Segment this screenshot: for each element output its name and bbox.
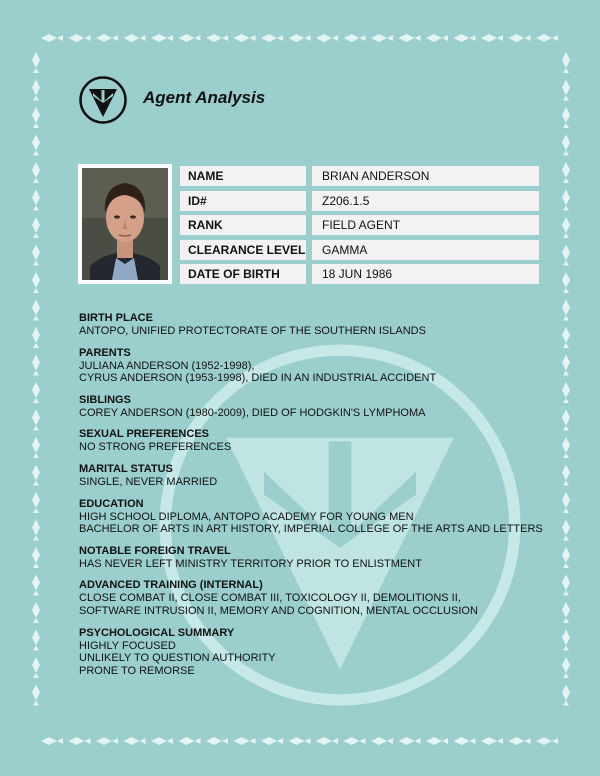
section-line: JULIANA ANDERSON (1952-1998), bbox=[79, 359, 255, 372]
section-heading: ADVANCED TRAINING (INTERNAL) bbox=[79, 579, 263, 592]
field-label: NAME bbox=[180, 166, 306, 186]
field-value: GAMMA bbox=[312, 240, 539, 260]
dossier-section bbox=[79, 463, 559, 489]
agent-photo bbox=[78, 164, 172, 284]
section-heading: PARENTS bbox=[79, 346, 131, 359]
agent-portrait bbox=[82, 168, 168, 280]
field-value: 18 JUN 1986 bbox=[312, 264, 539, 284]
section-line: CLOSE COMBAT II, CLOSE COMBAT III, TOXICOLOGY II, DEMOLITIONS II, bbox=[79, 592, 461, 605]
section-line: CYRUS ANDERSON (1953-1998), DIED IN AN INDUSTRIAL ACCIDENT bbox=[79, 372, 437, 385]
dossier-section bbox=[79, 347, 559, 385]
dossier-section bbox=[79, 394, 559, 420]
section-heading: MARITAL STATUS bbox=[79, 462, 173, 475]
section-heading: PSYCHOLOGICAL SUMMARY bbox=[79, 626, 235, 639]
section-line: SINGLE, NEVER MARRIED bbox=[79, 475, 218, 488]
dossier-section bbox=[79, 627, 559, 678]
section-line: HAS NEVER LEFT MINISTRY TERRITORY PRIOR TO ENLISTMENT bbox=[79, 557, 422, 570]
field-label: DATE OF BIRTH bbox=[180, 264, 306, 284]
section-line: COREY ANDERSON (1980-2009), DIED OF HODGKIN'S LYMPHOMA bbox=[79, 406, 426, 419]
section-line: ANTOPO, UNIFIED PROTECTORATE OF THE SOUTHERN ISLANDS bbox=[79, 325, 426, 337]
field-value: Z206.1.5 bbox=[312, 191, 539, 211]
dossier-section bbox=[79, 545, 559, 571]
section-heading: EDUCATION bbox=[79, 497, 144, 510]
dossier-section bbox=[79, 498, 559, 536]
section-line: SOFTWARE INTRUSION II, MEMORY AND COGNITION, MENTAL OCCLUSION bbox=[79, 604, 478, 617]
section-line: BACHELOR OF ARTS IN ART HISTORY, IMPERIAL COLLEGE OF THE ARTS AND LETTERS bbox=[79, 523, 543, 536]
section-line: UNLIKELY TO QUESTION AUTHORITY bbox=[79, 652, 276, 665]
field-label: ID# bbox=[180, 191, 306, 211]
field-value: FIELD AGENT bbox=[312, 215, 539, 235]
dossier-sections bbox=[79, 312, 559, 686]
dossier-section bbox=[79, 428, 559, 454]
section-heading: SIBLINGS bbox=[79, 393, 131, 406]
section-line: HIGHLY FOCUSED bbox=[79, 639, 176, 652]
field-label: CLEARANCE LEVEL bbox=[180, 240, 306, 260]
section-heading: NOTABLE FOREIGN TRAVEL bbox=[79, 544, 231, 557]
field-label: RANK bbox=[180, 215, 306, 235]
dossier-section bbox=[79, 312, 559, 338]
dossier-section bbox=[79, 579, 559, 617]
agency-logo-icon bbox=[78, 75, 128, 125]
section-line: NO STRONG PREFERENCES bbox=[79, 441, 232, 454]
section-heading: BIRTH PLACE bbox=[79, 312, 153, 324]
section-line: PRONE TO REMORSE bbox=[79, 664, 195, 677]
section-heading: SEXUAL PREFERENCES bbox=[79, 428, 209, 441]
document-title: Agent Analysis bbox=[143, 88, 266, 107]
field-value: BRIAN ANDERSON bbox=[312, 166, 539, 186]
section-line: HIGH SCHOOL DIPLOMA, ANTOPO ACADEMY FOR YOUNG MEN bbox=[79, 510, 414, 523]
